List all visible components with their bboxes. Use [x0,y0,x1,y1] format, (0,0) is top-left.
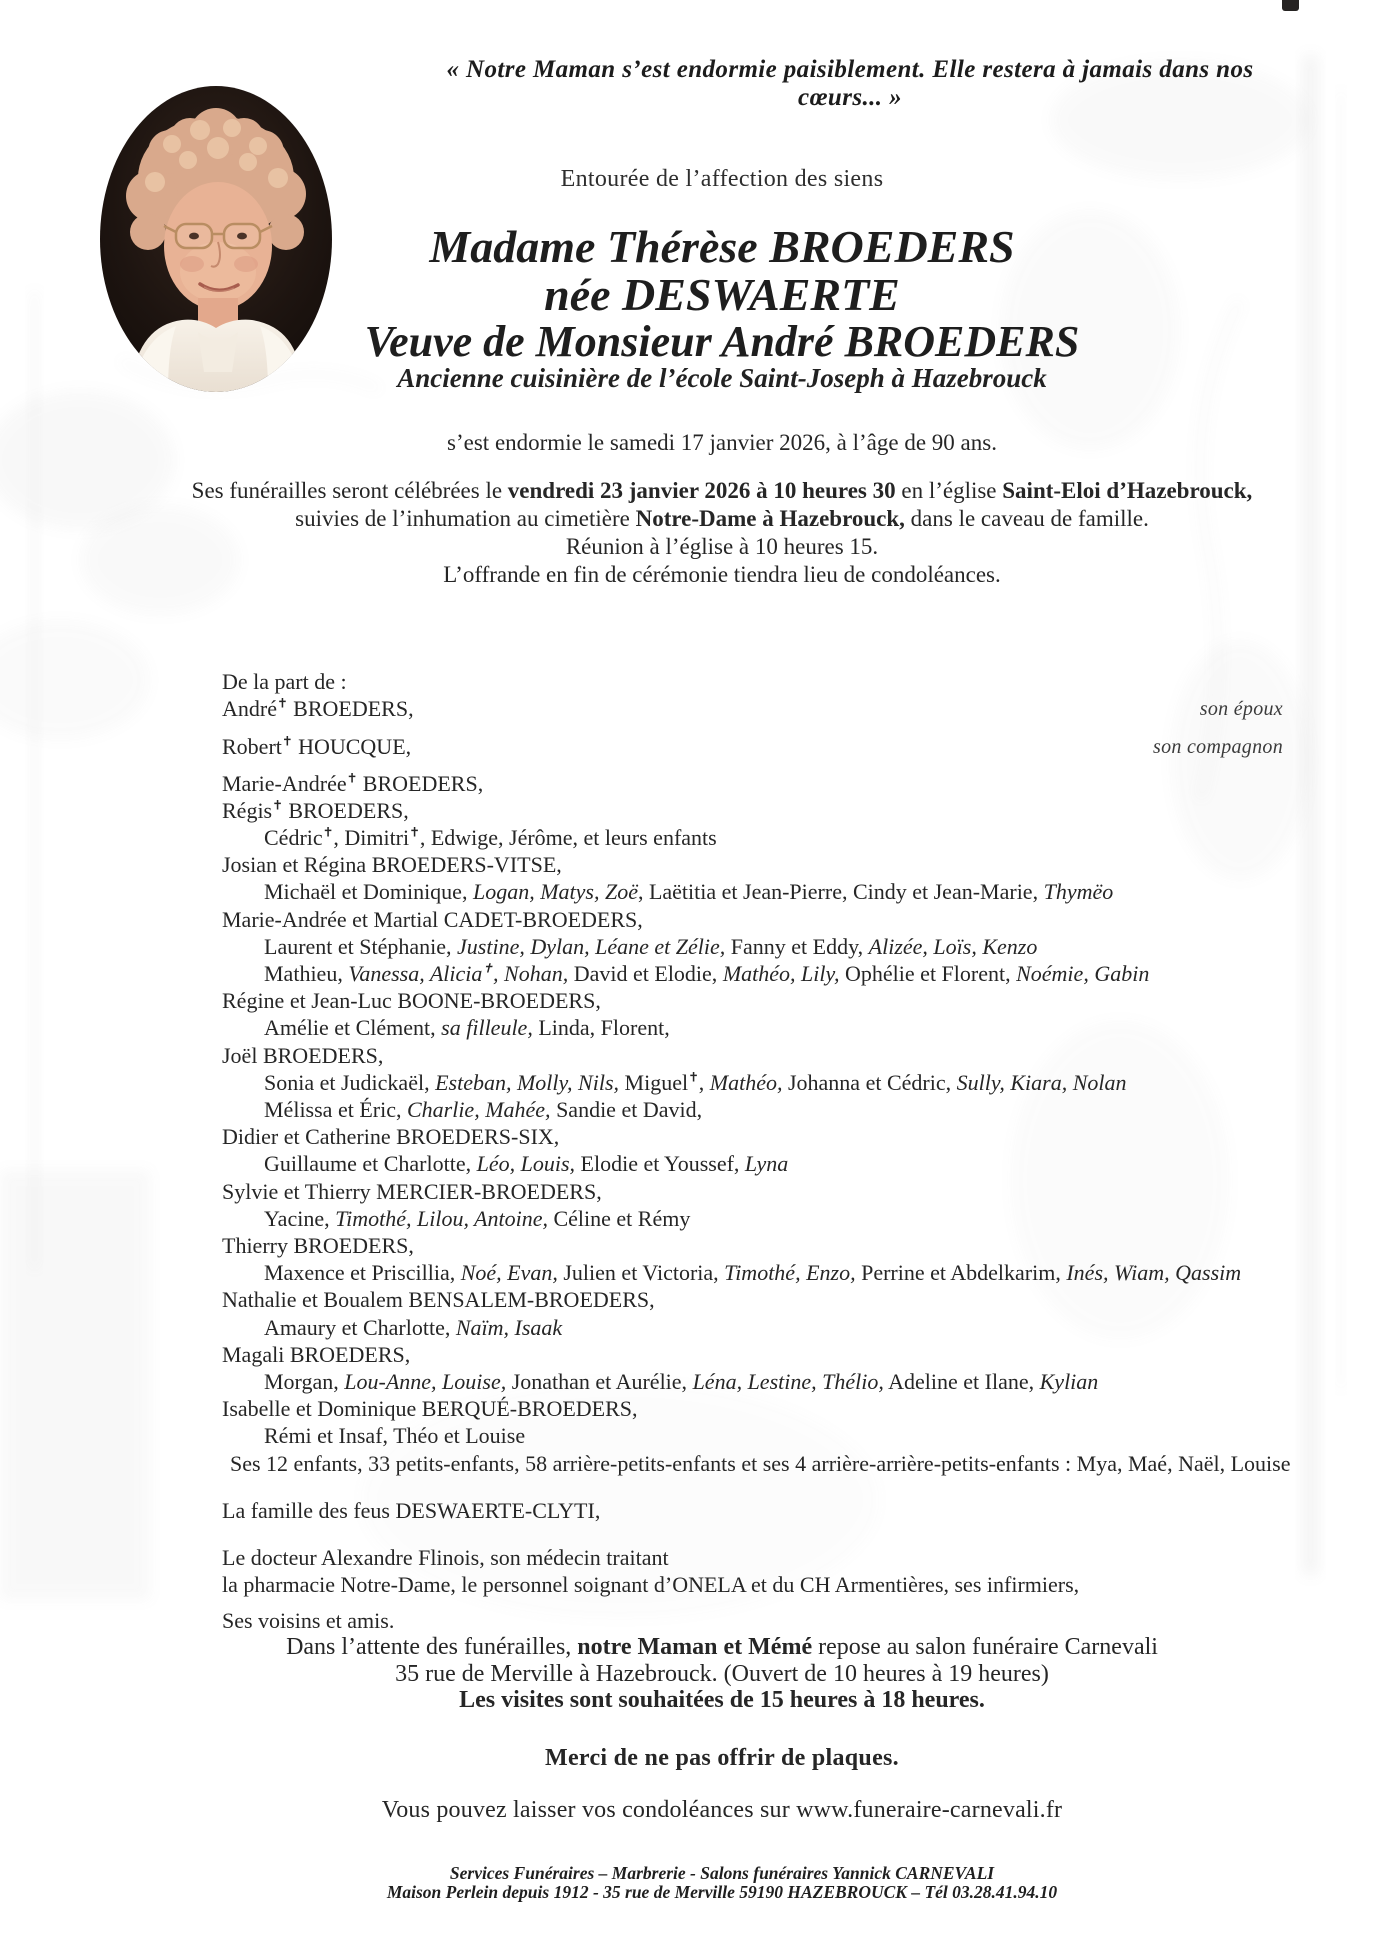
family-entry [222,770,1307,797]
footer-line-2: Maison Perlein depuis 1912 - 35 rue de Merville 59190 HAZEBROUCK – Tél 03.28.41.94.10 [386,1882,1058,1902]
family-entry [222,851,1307,878]
text-segment: Mathéo, Lily, [722,961,840,987]
text-segment: sa filleule, [441,1015,533,1041]
family-entry-text [264,1369,1098,1394]
text-segment: , Laëtitia et Jean-Pierre, Cindy et Jean-Marie, [637,879,1044,905]
family-list [222,695,1307,1634]
repose-line-1 [67,1634,1377,1661]
text-segment: Laurent et Stéphanie, [264,933,458,959]
text-segment: ✝ [272,798,283,813]
family-entry [222,1450,1307,1477]
text-segment: Morgan, [264,1369,345,1395]
family-entry [222,1497,1307,1524]
text-segment: André [222,696,277,722]
text-segment: Mathéo, [709,1069,783,1095]
family-entry [222,1314,1307,1341]
text-segment: Sully, Kiara, Nolan [956,1069,1127,1095]
text-segment: Ses voisins et amis. [222,1607,395,1633]
family-entry-text [222,771,483,796]
family-entry-text [264,879,1113,904]
family-entry [222,1607,1307,1634]
family-entry-text [222,852,562,877]
family-entry-text [222,1124,559,1149]
text-segment: Régine et Jean-Luc BOONE-BROEDERS, [222,988,601,1014]
family-entry-text [222,734,411,759]
text-segment: Noémie, Gabin [1016,961,1150,987]
widow-of-line: Veuve de Monsieur André BROEDERS [364,317,1080,366]
family-entry [222,824,1307,851]
relationship-label: son époux [1199,698,1283,721]
family-entry [222,1069,1307,1096]
family-entry [222,906,1307,933]
text-segment: Thymëo [1043,879,1114,905]
family-entry-text [222,696,414,721]
text-segment: Adeline et Ilane, [883,1369,1040,1395]
text-segment: ✝ [409,825,420,840]
ceremony-line-1 [67,477,1377,505]
family-entry [222,733,1307,760]
text-segment: Kylian [1039,1369,1099,1395]
family-entry [222,960,1307,987]
family-heading: De la part de : [222,669,347,694]
text-segment: David et Elodie, [568,961,723,987]
family-entry [222,987,1307,1014]
text-segment: Magali BROEDERS, [222,1341,411,1367]
text-segment: BROEDERS, [287,696,414,722]
family-entry-text [222,988,601,1013]
scan-corner-mark [1282,0,1299,11]
text-segment: Rémi et Insaf, Théo et Louise [264,1423,526,1449]
text-segment: Céline et Rémy [547,1205,691,1231]
family-entry [222,1178,1307,1205]
text-segment: Inés, Wiam, Qassim [1066,1260,1242,1286]
text-segment: Vanessa, Alicia [348,961,483,987]
text-segment: Saint-Eloi d’Hazebrouck, [1002,478,1253,503]
family-entry-text [222,1396,638,1421]
family-entry [222,695,1307,722]
maiden-name: née DESWAERTE [544,269,900,320]
family-entry-text [222,1498,600,1523]
family-entry-text [222,907,643,932]
text-segment: dans le caveau de famille. [904,506,1149,531]
text-segment: Mélissa et Éric, [264,1097,407,1123]
family-entry-text [230,1451,1290,1476]
text-segment: ✝ [281,735,293,750]
family-entry-text [264,825,717,850]
text-segment: Michaël et Dominique, [264,879,473,905]
family-entry-text [222,1342,410,1367]
family-entry-text [264,1315,562,1340]
no-plaques-notice: Merci de ne pas offrir de plaques. [545,1745,899,1771]
text-segment: Esteban, Molly, Nils, [435,1069,620,1095]
text-segment: Thierry BROEDERS, [222,1233,414,1259]
family-entry-text [264,1260,1241,1285]
text-segment: Nathalie et Boualem BENSALEM-BROEDERS, [222,1287,655,1313]
repose-line-2: 35 rue de Merville à Hazebrouck. (Ouvert de 10 heures à 19 heures) [395,1660,1049,1687]
text-segment: Perrine et Abdelkarim, [855,1260,1067,1286]
family-entry [222,1042,1307,1069]
text-segment: ✝ [276,696,288,711]
family-entry [222,1544,1307,1571]
family-entry-text [222,798,409,823]
text-segment: en l’église [895,478,1003,503]
relationship-label: son compagnon [1152,736,1283,759]
text-segment: ✝ [346,771,358,786]
text-segment: Josian et Régina BROEDERS-VITSE, [222,852,562,878]
text-segment: La famille des feus DESWAERTE-CLYTI, [222,1497,601,1523]
family-entry [222,933,1307,960]
text-segment: , Edwige, Jérôme, et leurs enfants [419,825,717,851]
family-entry [222,1232,1307,1259]
text-segment: Mathieu, [264,961,349,987]
family-entry [222,1205,1307,1232]
text-segment: notre Maman et Mémé [577,1634,813,1660]
text-segment: Léna, Lestine, Thélio, [692,1369,884,1395]
text-segment: Timothé, Lilou, Antoine, [335,1205,548,1231]
text-segment: Amaury et Charlotte, [264,1314,456,1340]
text-segment: Maxence et Priscillia, [264,1260,461,1286]
text-segment: , Nohan, [493,961,569,987]
family-entry [222,878,1307,905]
text-segment: Le docteur Alexandre Flinois, son médecin traitant [222,1545,669,1571]
text-segment: ✝ [688,1070,699,1085]
text-segment: Yacine, [264,1205,336,1231]
family-entry-text [222,1572,1079,1597]
funeral-home-footer [67,1864,1377,1902]
family-entry [222,1422,1307,1449]
family-entry-text [222,1179,602,1204]
text-segment: Léo, Louis, [476,1151,576,1177]
family-entry-text [264,1015,670,1040]
text-segment: Lyna [744,1151,789,1177]
text-segment: Sylvie et Thierry MERCIER-BROEDERS, [222,1178,602,1204]
text-segment: suivies de l’inhumation au cimetière [295,506,636,531]
text-segment: Dans l’attente des funérailles, [286,1634,578,1660]
family-entry [222,1150,1307,1177]
family-entry-text [264,934,1037,959]
text-segment: Ophélie et Florent, [839,961,1017,987]
text-segment: Notre-Dame à Hazebrouck, [635,506,905,531]
text-segment: BROEDERS, [357,770,484,796]
text-segment: Sonia et Judickaël, [264,1069,436,1095]
text-segment: ✝ [482,961,494,976]
text-segment: Marie-Andrée et Martial CADET-BROEDERS, [222,906,643,932]
family-entry [222,1123,1307,1150]
text-segment: repose au salon funéraire Carnevali [812,1634,1158,1660]
text-segment: Ses funérailles seront célébrées le [191,478,508,503]
family-entry-text [222,1545,669,1570]
family-section [222,668,1307,1634]
family-entry-text [264,1423,525,1448]
profession-line: Ancienne cuisinière de l’école Saint-Joseph à Hazebrouck [397,363,1047,393]
text-segment: Justine, Dylan, Léane et Zélie, [457,933,726,959]
text-segment: Fanny et Eddy, [725,933,869,959]
text-segment: , [698,1069,710,1095]
repose-block [67,1634,1377,1714]
text-segment: Régis [222,797,273,823]
ceremony-details [67,477,1377,589]
text-segment: Robert [222,734,282,760]
text-segment: Timothé, Enzo, [724,1260,856,1286]
ceremony-line-4: L’offrande en fin de cérémonie tiendra lieu de condoléances. [443,562,1001,587]
text-segment: Logan, Matys, Zoë [472,879,638,905]
family-entry [222,1286,1307,1313]
text-segment: Alizée, Loïs, Kenzo [868,933,1038,959]
text-segment: Didier et Catherine BROEDERS-SIX, [222,1124,560,1150]
death-announcement: s’est endormie le samedi 17 janvier 2026, à l’âge de 90 ans. [447,430,997,455]
family-entry-text [264,1151,788,1176]
text-segment: , Dimitri [333,825,410,851]
family-entry [222,1368,1307,1395]
family-entry [222,1395,1307,1422]
text-segment: Lou-Anne, Louise, [344,1369,507,1395]
family-entry [222,797,1307,824]
memorial-quote: « Notre Maman s’est endormie paisiblement. Elle restera à jamais dans nos cœurs... » [446,56,1254,111]
online-condolences-line: Vous pouvez laisser vos condoléances sur www.funeraire-carnevali.fr [381,1797,1063,1823]
footer-line-1: Services Funéraires – Marbrerie - Salons funéraires Yannick CARNEVALI [449,1863,995,1883]
text-segment: ✝ [322,825,334,840]
text-segment: la pharmacie Notre-Dame, le personnel soignant d’ONELA et du CH Armentières, ses infirmiers, [222,1572,1080,1598]
text-segment: Johanna et Cédric, [782,1069,957,1095]
text-segment: BROEDERS, [282,797,409,823]
text-segment: Cédric [264,825,323,851]
visits-line: Les visites sont souhaitées de 15 heures à 18 heures. [459,1687,985,1713]
deceased-name: Madame Thérèse BROEDERS [429,221,1015,272]
text-segment: Sandie et David, [550,1097,703,1123]
family-entry [222,1571,1307,1598]
text-segment: Naïm, Isaak [455,1314,563,1340]
family-entry-text [222,1043,383,1068]
text-segment: Guillaume et Charlotte, [264,1151,477,1177]
intro-line: Entourée de l’affection des siens [560,166,884,192]
text-segment: Amélie et Clément, [264,1015,442,1041]
text-segment: Noé, Evan, [460,1260,558,1286]
text-segment: Jonathan et Aurélie, [506,1369,693,1395]
text-segment: Elodie et Youssef, [575,1151,745,1177]
text-segment: HOUCQUE, [292,734,412,760]
text-segment: Miguel [619,1069,689,1095]
family-entry [222,1341,1307,1368]
family-entry-text [264,1206,690,1231]
family-entry-text [264,1070,1127,1095]
family-entry [222,1096,1307,1123]
text-segment: Ses 12 enfants, 33 petits-enfants, 58 arrière-petits-enfants et ses 4 arrière-arrière-petits-enfants : Mya, Maé, Naël, Louise [230,1450,1291,1476]
family-entry-text [264,1097,702,1122]
text-segment: Isabelle et Dominique BERQUÉ-BROEDERS, [222,1396,638,1422]
family-entry-text [222,1287,655,1312]
text-segment: Joël BROEDERS, [222,1042,384,1068]
text-segment: Charlie, Mahée, [406,1097,551,1123]
text-segment: Linda, Florent, [532,1015,670,1041]
ceremony-line-2 [67,505,1377,533]
family-entry [222,1259,1307,1286]
family-entry [222,1014,1307,1041]
text-segment: Marie-Andrée [222,770,347,796]
ceremony-line-3: Réunion à l’église à 10 heures 15. [565,534,879,559]
text-segment: vendredi 23 janvier 2026 à 10 heures 30 [507,478,896,503]
family-entry-text [264,961,1149,986]
family-entry-text [222,1608,394,1633]
text-segment: Julien et Victoria, [557,1260,725,1286]
family-entry-text [222,1233,414,1258]
